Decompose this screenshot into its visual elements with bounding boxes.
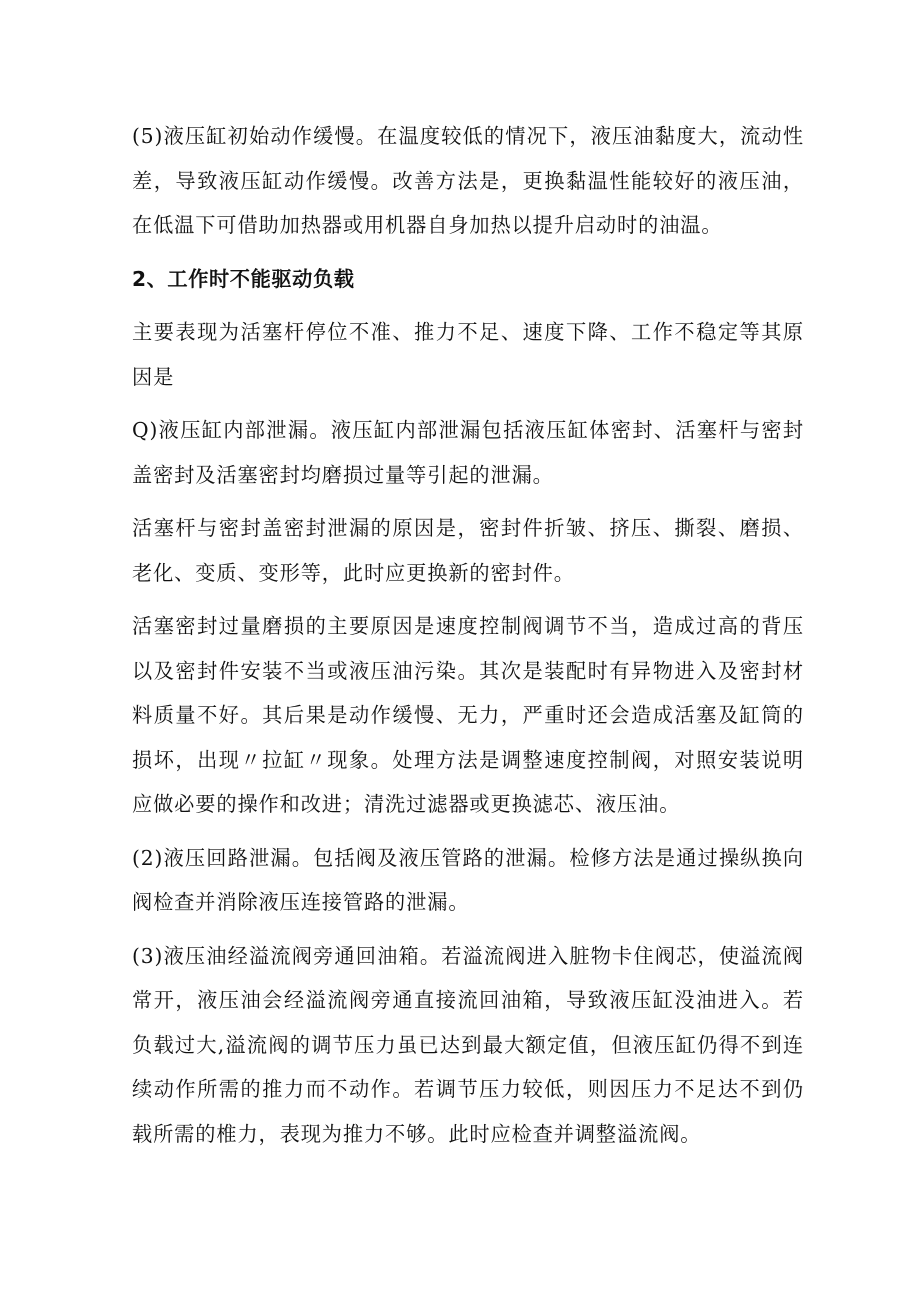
section-heading-cannot-drive-load: 2、工作时不能驱动负载 <box>132 266 355 291</box>
paragraph-relief-valve-bypass: (3)液压油经溢流阀旁通回油箱。若溢流阀进入脏物卡住阀芯，使溢流阀常开，液压油会经溢流阀旁通直接流回油箱，导致液压缸没油进入。若负载过大,溢流阀的调节压力虽已达到最大额定值，但液压缸仍得不到连续动作所需的推力而不动作。若调节压力较低，则因压力不足达不到仍载所需的椎力，表现为推力不够。此时应检查并调整溢流阀。 <box>132 943 804 1146</box>
paragraph-slow-initial-action: (5)液压缸初始动作缓慢。在温度较低的情况下，液压油黏度大，流动性差，导致液压缸动作缓慢。改善方法是，更换黏温性能较好的液压油，在低温下可借助加热器或用机器自身加热以提升启动时的油温。 <box>132 124 804 237</box>
paragraph-main-symptoms: 主要表现为活塞杆停位不准、推力不足、速度下降、工作不稳定等其原因是 <box>132 320 804 389</box>
document-body <box>132 114 804 1165</box>
paragraph-circuit-leakage: (2)液压回路泄漏。包括阀及液压管路的泄漏。检修方法是通过操纵换向阀检查并消除液压连接管路的泄漏。 <box>132 845 804 914</box>
paragraph-piston-seal-wear: 活塞密封过量磨损的主要原因是速度控制阀调节不当，造成过高的背压以及密封件安装不当或液压油污染。其次是装配时有异物进入及密封材料质量不好。其后果是动作缓慢、无力，严重时还会造成活塞及缸筒的损坏，出现〃拉缸〃现象。处理方法是调整速度控制阀，对照安装说明应做必要的操作和改进；清洗过滤器或更换滤芯、液压油。 <box>132 614 804 816</box>
paragraph-internal-leakage: Q)液压缸内部泄漏。液压缸内部泄漏包括液压缸体密封、活塞杆与密封盖密封及活塞密封均磨损过量等引起的泄漏。 <box>132 418 804 487</box>
paragraph-rod-seal-leakage: 活塞杆与密封盖密封泄漏的原因是，密封件折皱、挤压、撕裂、磨损、老化、变质、变形等，此时应更换新的密封件。 <box>132 516 804 585</box>
